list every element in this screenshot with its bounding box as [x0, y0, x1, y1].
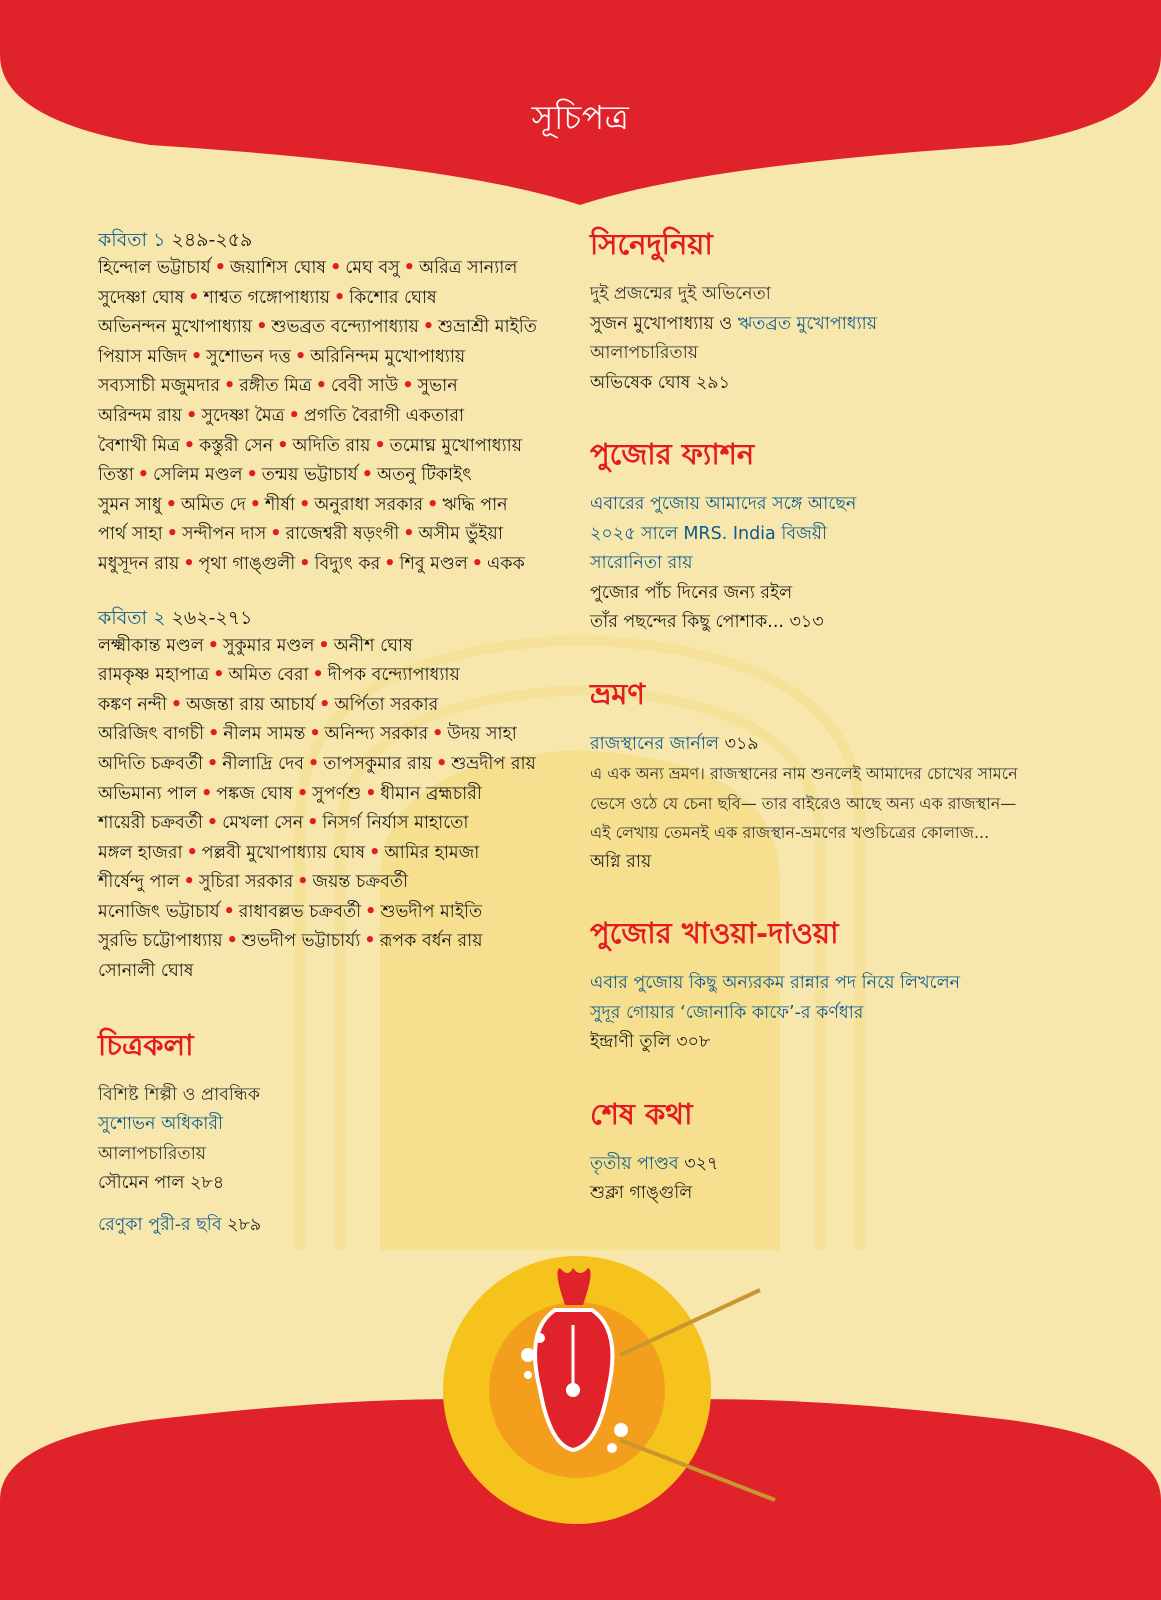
author-name: অনীশ ঘোষ [333, 635, 413, 656]
author-name: মেঘ বসু [345, 258, 400, 278]
bullet-separator: • [297, 872, 309, 893]
author-name: বেবী সাউ [330, 376, 399, 397]
author-name: অসীম ভুঁইয়া [418, 524, 503, 545]
last-line-2: শুক্লা গাঙ্গুলি [590, 1183, 693, 1203]
bullet-separator: • [319, 694, 331, 715]
kobita-1-line [98, 313, 558, 343]
author-name: রাধাবল্লভ চক্রবর্তী [238, 901, 362, 922]
author-name: মধুসূদন রায় [98, 553, 180, 574]
author-name: পার্থ সাহা [98, 524, 163, 545]
travel-line-3: ভেসে ওঠে যে চেনা ছবি— তার বাইরেও আছে অন্য এক রাজস্থান— [590, 793, 1017, 813]
author-name: অজন্তা রায় আচার্য [186, 694, 316, 715]
kobita-2-section [98, 604, 558, 987]
fashion-title: পুজোর ফ্যাশন [590, 437, 755, 471]
bullet-separator: • [277, 435, 289, 456]
author-name: আমির হামজা [384, 842, 480, 863]
bullet-separator: • [224, 376, 236, 397]
food-line-2: সুদূর গোয়ার ‘জোনাকি কাফে’-র কর্ণধার [590, 1002, 864, 1023]
author-name: শীর্ষা [264, 494, 296, 515]
author-name: শুভদীপ ভট্টাচার্য্য [241, 931, 361, 952]
author-name: ধীমান ব্রহ্মচারী [380, 783, 482, 804]
bullet-separator: • [374, 435, 386, 456]
bullet-separator: • [361, 465, 373, 486]
kobita-2-line [98, 927, 558, 957]
author-name: ঋদ্ধি পান [442, 494, 508, 515]
author-name: সুদেষ্ণা মৈত্র [201, 405, 285, 426]
author-name: মনোজিৎ ভট্টাচার্য [98, 901, 220, 922]
bullet-separator: • [471, 553, 483, 574]
chitrokola-line-5-title: রেণুকা পুরী-র ছবি [98, 1214, 222, 1235]
author-name: অরিন্দম রায় [98, 405, 183, 426]
last-line-1-title: তৃতীয় পাণ্ডব [590, 1153, 679, 1174]
bullet-separator: • [190, 346, 203, 367]
bullet-separator: • [207, 753, 219, 774]
travel-line-1-title: রাজস্থানের জার্নাল [590, 733, 719, 754]
author-name: সুচিরা সরকার [198, 872, 294, 893]
author-name: পঙ্কজ ঘোষ [216, 783, 293, 804]
bullet-separator: • [288, 405, 300, 426]
bullet-separator: • [333, 287, 346, 308]
cine-line-2-b: ঋতব্রত মুখোপাধ্যায় [737, 313, 878, 334]
bullet-separator: • [365, 901, 377, 922]
kobita-2-pages: ২৬২-২৭১ [171, 606, 253, 629]
author-name: শুভ্রাশ্রী মাইতি [438, 317, 537, 338]
author-name: শীর্ষেন্দু পাল [98, 872, 180, 893]
author-name: নিসর্গ নির্যাস মাহাতো [322, 813, 469, 834]
author-name: তমোঘ্ন মুখোপাধ্যায় [389, 435, 523, 456]
author-name: পিয়াস মজিদ [98, 346, 187, 367]
kobita-2-label: কবিতা ২ [98, 606, 166, 629]
bullet-separator: • [206, 813, 219, 834]
chitrokola-line-1: বিশিষ্ট শিল্পী ও প্রাবন্ধিক [98, 1084, 261, 1105]
kobita-1-line [98, 520, 558, 550]
kobita-2-heading [98, 604, 558, 632]
bullet-separator: • [315, 376, 327, 397]
author-name: কঙ্কণ নন্দী [98, 694, 167, 715]
author-name: শায়েরী চক্রবর্তী [98, 813, 203, 834]
travel-line-4: এই লেখায় তেমনই এক রাজস্থান-ভ্রমণের খণ্ডচিত্রের কোলাজ... [590, 823, 990, 842]
kobita-2-line [98, 780, 558, 810]
kobita-2-line [98, 750, 558, 780]
author-name: অরিত্র সান্যাল [418, 258, 518, 278]
fashion-line-4: পুজোর পাঁচ দিনের জন্য রইল [590, 582, 793, 603]
kobita-2-line [98, 720, 558, 750]
bullet-separator: • [403, 524, 415, 545]
bullet-separator: • [183, 435, 196, 456]
bullet-separator: • [201, 783, 213, 804]
bullet-separator: • [188, 287, 200, 308]
chitrokola-section [98, 1027, 558, 1241]
author-name: তিস্তা [98, 465, 134, 486]
bullet-separator: • [249, 494, 261, 515]
travel-title: ভ্রমণ [590, 676, 645, 711]
author-name: রঙ্গীত মিত্র [239, 376, 312, 397]
bullet-separator: • [296, 783, 309, 804]
bullet-separator: • [170, 694, 183, 715]
bullet-separator: • [223, 901, 235, 922]
bullet-separator: • [186, 405, 198, 426]
author-name: শুভ্রদীপ রায় [451, 753, 536, 774]
author-name: মঙ্গল হাজরা [98, 842, 183, 863]
travel-section [590, 676, 1060, 878]
bullet-separator: • [186, 842, 198, 863]
author-name: অতনু টিকাইৎ [376, 465, 472, 486]
kobita-2-line [98, 809, 558, 839]
author-name: অভিমান্য পাল [98, 783, 198, 804]
chitrokola-title: চিত্রকলা [98, 1027, 194, 1062]
author-name: অভিনন্দন মুখোপাধ্যায় [98, 317, 253, 338]
bullet-separator: • [308, 753, 320, 774]
page-title: সূচিপত্র [531, 98, 630, 137]
bullet-separator: • [166, 524, 178, 545]
author-name: সব্যসাচী মজুমদার [98, 376, 221, 397]
author-name: অরিজিৎ বাগচী [98, 724, 205, 745]
kobita-1-line [98, 491, 558, 521]
author-name: অনুরাধা সরকার [314, 494, 424, 515]
author-name: মেখলা সেন [222, 813, 304, 834]
kobita-1-line [98, 372, 558, 402]
kobita-1-line [98, 550, 558, 580]
author-name: অদিতি রায় [292, 435, 371, 456]
author-name: রূপক বর্ধন রায় [379, 931, 483, 952]
author-name: বৈশাখী মিত্র [98, 435, 180, 456]
fashion-line-5: তাঁর পছন্দের কিছু পোশাক... ৩১৩ [590, 612, 824, 632]
author-name: একক [486, 553, 525, 574]
bullet-separator: • [270, 524, 282, 545]
cine-title: সিনেদুনিয়া [590, 227, 713, 261]
bullet-separator: • [246, 465, 258, 486]
bullet-separator: • [137, 465, 149, 486]
author-name: সুরভি চট্টোপাধ্যায় [98, 931, 223, 952]
kobita-2-line [98, 957, 558, 987]
author-name: রামকৃষ্ণ মহাপাত্র [98, 665, 210, 686]
cine-line-2 [590, 310, 1060, 340]
author-name: উদয় সাহা [447, 724, 517, 745]
bullet-separator: • [312, 665, 324, 686]
author-name: তন্ময় ভট্টাচার্য [261, 465, 358, 486]
author-name: পল্লবী মুখোপাধ্যায় ঘোষ [201, 842, 366, 863]
kobita-1-line [98, 432, 558, 462]
bullet-separator: • [427, 494, 439, 515]
chitrokola-line-4: সৌমেন পাল ২৮৪ [98, 1173, 225, 1194]
bullet-separator: • [256, 317, 268, 338]
author-name: জয়ন্ত চক্রবর্তী [312, 872, 408, 893]
bullet-separator: • [403, 258, 415, 278]
cine-line-1: দুই প্রজন্মের দুই অভিনেতা [590, 284, 771, 304]
bullet-separator: • [422, 317, 435, 338]
food-line-1: এবার পুজোয় কিছু অন্যরকম রান্নার পদ নিয়ে লিখলেন [590, 973, 961, 993]
author-name: সুকুমার মণ্ডল [222, 635, 315, 656]
author-name: অনিন্দ্য সরকার [324, 724, 429, 745]
chitrokola-line-2: সুশোভন অধিকারী [98, 1114, 223, 1135]
author-name: প্রগতি বৈরাগী একতারা [303, 405, 465, 426]
right-column [590, 226, 1060, 1247]
bullet-separator: • [318, 635, 330, 656]
author-name: সেলিম মণ্ডল [152, 465, 243, 486]
left-column [98, 226, 558, 1278]
kobita-1-line [98, 343, 558, 373]
kobita-1-label: কবিতা ১ [98, 229, 166, 251]
travel-line-2: এ এক অন্য ভ্রমণ। রাজস্থানের নাম শুনলেই আমাদের চোখের সামনে [590, 764, 1018, 783]
travel-line-1-page: ৩১৯ [724, 733, 759, 754]
bullet-separator: • [384, 553, 396, 574]
author-name: সোনালী ঘোষ [98, 961, 194, 982]
food-section [590, 915, 1060, 1058]
bullet-separator: • [214, 258, 226, 278]
bullet-separator: • [436, 753, 448, 774]
author-name: সুদেষ্ণা ঘোষ [98, 287, 185, 308]
bullet-separator: • [208, 724, 220, 745]
author-name: লক্ষ্মীকান্ত মণ্ডল [98, 635, 204, 656]
author-name: সুমন সাধু [98, 494, 162, 515]
author-name: সন্দীপন দাস [181, 524, 267, 545]
cine-line-2-a: সুজন মুখোপাধ্যায় ও [590, 313, 738, 334]
kobita-1-pages: ২৪৯-২৫৯ [171, 229, 253, 251]
travel-line-1 [590, 730, 1060, 760]
bullet-separator: • [294, 346, 307, 367]
last-line-1 [590, 1150, 1060, 1180]
cine-line-4: অভিষেক ঘোষ ২৯১ [590, 372, 730, 393]
cine-section [590, 226, 1060, 398]
bullet-separator: • [165, 494, 177, 515]
last-line-1-page: ৩২৭ [684, 1153, 719, 1174]
chitrokola-line-5 [98, 1211, 558, 1241]
author-name: সুশোভন দত্ত [206, 346, 291, 367]
kobita-1-line [98, 254, 558, 284]
bullet-separator: • [307, 813, 319, 834]
kobita-2-line [98, 691, 558, 721]
bullet-separator: • [330, 258, 342, 278]
kobita-2-line [98, 868, 558, 898]
chitrokola-line-5-page: ২৮৯ [227, 1214, 262, 1235]
bullet-separator: • [369, 842, 381, 863]
author-name: শুভদীপ মাইতি [380, 901, 483, 922]
bullet-separator: • [299, 553, 311, 574]
author-name: দীপক বন্দ্যোপাধ্যায় [327, 665, 460, 686]
fashion-line-2: ২০২৫ সালে MRS. India বিজয়ী [590, 523, 828, 544]
bullet-separator: • [365, 783, 377, 804]
cine-line-3: আলাপচারিতায় [590, 343, 699, 363]
author-name: নীলাদ্রি দেব [222, 753, 305, 774]
kobita-1-heading [98, 226, 558, 254]
bullet-separator: • [309, 724, 321, 745]
fashion-line-1: এবারের পুজোয় আমাদের সঙ্গে আছেন [590, 494, 857, 514]
author-name: অদিতি চক্রবর্তী [98, 753, 204, 774]
last-title: শেষ কথা [590, 1096, 693, 1131]
author-name: শুভব্রত বন্দ্যোপাধ্যায় [271, 317, 419, 338]
bullet-separator: • [432, 724, 444, 745]
kobita-1-line [98, 461, 558, 491]
author-name: অর্পিতা সরকার [334, 694, 439, 715]
author-name: সুপর্ণশু [312, 783, 362, 804]
fashion-line-3: সারোনিতা রায় [590, 553, 693, 573]
kobita-1-line [98, 284, 558, 314]
kobita-2-line [98, 839, 558, 869]
author-name: অমিত বেরা [228, 665, 309, 686]
author-name: কিশোর ঘোষ [349, 287, 437, 308]
bullet-separator: • [402, 376, 414, 397]
author-name: পৃথা গাঙ্গুলী [198, 553, 296, 574]
author-name: সুভান [417, 376, 458, 397]
bullet-separator: • [226, 931, 238, 952]
travel-line-5: অগ্নি রায় [590, 851, 652, 872]
kobita-2-line [98, 661, 558, 691]
bullet-separator: • [364, 931, 376, 952]
author-name: অমিত দে [180, 494, 246, 515]
kobita-2-line [98, 632, 558, 662]
author-name: শিবু মণ্ডল [399, 553, 468, 574]
bullet-separator: • [183, 553, 195, 574]
chitrokola-line-3: আলাপচারিতায় [98, 1143, 207, 1164]
food-line-3: ইন্দ্রাণী তুলি ৩০৮ [590, 1032, 711, 1052]
author-name: কস্তুরী সেন [199, 435, 274, 456]
author-name: অরিনিন্দম মুখোপাধ্যায় [310, 346, 466, 367]
bullet-separator: • [207, 635, 219, 656]
kobita-2-authors [98, 632, 558, 987]
author-name: জয়াশিস ঘোষ [229, 258, 327, 278]
kobita-1-section [98, 226, 558, 580]
last-section [590, 1096, 1060, 1209]
author-name: তাপসকুমার রায় [323, 753, 433, 774]
kobita-2-line [98, 898, 558, 928]
author-name: নীলম সামন্ত [223, 724, 306, 745]
author-name: হিন্দোল ভট্টাচার্য [98, 258, 211, 278]
kobita-1-line [98, 402, 558, 432]
bullet-separator: • [183, 872, 195, 893]
food-title: পুজোর খাওয়া-দাওয়া [590, 916, 839, 950]
author-name: শাশ্বত গঙ্গোপাধ্যায় [203, 287, 330, 308]
author-name: বিদ্যুৎ কর [314, 553, 381, 574]
author-name: রাজেশ্বরী ষড়ংগী [285, 524, 400, 545]
bullet-separator: • [299, 494, 311, 515]
kobita-1-authors [98, 254, 558, 580]
bullet-separator: • [213, 665, 225, 686]
fashion-section [590, 436, 1060, 638]
